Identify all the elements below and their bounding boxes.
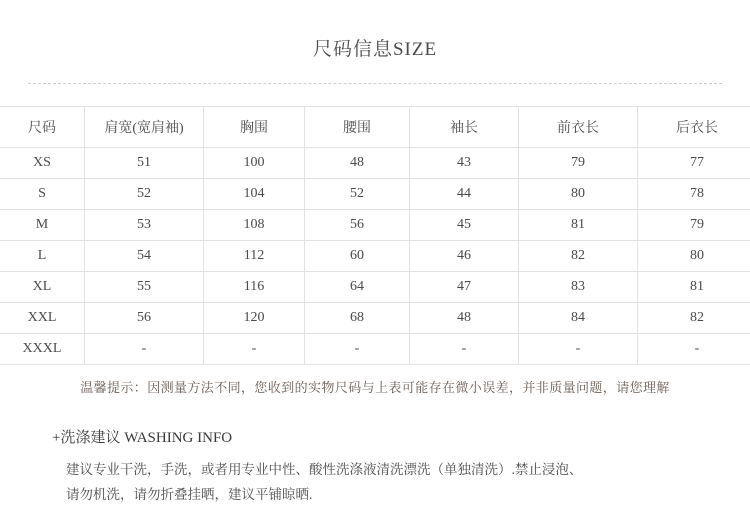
table-row [0,179,750,210]
cell-sleeve: 48 [410,303,519,334]
column-header-waist: 腰围 [305,107,410,148]
cell-back-length: - [638,334,750,365]
cell-back-length: 81 [638,272,750,303]
cell-waist: 52 [305,179,410,210]
cell-shoulder: 56 [85,303,204,334]
cell-bust: - [204,334,305,365]
table-row [0,148,750,179]
cell-sleeve: 46 [410,241,519,272]
cell-sleeve: 47 [410,272,519,303]
cell-front-length: 81 [519,210,638,241]
cell-back-length: 78 [638,179,750,210]
cell-sleeve: 45 [410,210,519,241]
cell-shoulder: 52 [85,179,204,210]
size-table [0,106,750,365]
table-row [0,303,750,334]
cell-waist: 48 [305,148,410,179]
column-header-back-length: 后衣长 [638,107,750,148]
column-header-sleeve: 袖长 [410,107,519,148]
column-header-shoulder: 肩宽(宽肩袖) [85,107,204,148]
table-header-row [0,107,750,148]
cell-bust: 108 [204,210,305,241]
cell-bust: 120 [204,303,305,334]
column-header-bust: 胸围 [204,107,305,148]
cell-back-length: 82 [638,303,750,334]
cell-shoulder: 51 [85,148,204,179]
column-header-front-length: 前衣长 [519,107,638,148]
cell-size: XS [0,148,85,179]
cell-waist: 60 [305,241,410,272]
cell-size: L [0,241,85,272]
table-header [0,107,750,148]
cell-bust: 100 [204,148,305,179]
cell-front-length: 83 [519,272,638,303]
cell-back-length: 77 [638,148,750,179]
cell-front-length: - [519,334,638,365]
title-divider [28,83,722,84]
cell-size: M [0,210,85,241]
cell-bust: 116 [204,272,305,303]
table-row [0,210,750,241]
cell-waist: 64 [305,272,410,303]
cell-front-length: 82 [519,241,638,272]
cell-size: XXXL [0,334,85,365]
cell-waist: 56 [305,210,410,241]
cell-shoulder: 55 [85,272,204,303]
cell-size: XL [0,272,85,303]
page-title: 尺码信息SIZE [0,0,750,61]
cell-waist: 68 [305,303,410,334]
cell-shoulder: 53 [85,210,204,241]
cell-size: S [0,179,85,210]
cell-sleeve: 43 [410,148,519,179]
cell-sleeve: - [410,334,519,365]
cell-bust: 112 [204,241,305,272]
washing-info [52,424,750,508]
measurement-note: 温馨提示：因测量方法不同，您收到的实物尺码与上表可能存在微小误差，并非质量问题，请您理解 [0,377,750,396]
cell-shoulder: 54 [85,241,204,272]
cell-front-length: 84 [519,303,638,334]
cell-bust: 104 [204,179,305,210]
table-row [0,241,750,272]
table-body [0,148,750,365]
table-row [0,272,750,303]
cell-sleeve: 44 [410,179,519,210]
cell-size: XXL [0,303,85,334]
cell-back-length: 79 [638,210,750,241]
cell-waist: - [305,334,410,365]
cell-back-length: 80 [638,241,750,272]
washing-info-line-1: 建议专业干洗，手洗，或者用专业中性、酸性洗涤液清洗漂洗（单独清洗）.禁止浸泡、 [52,457,750,483]
washing-info-line-2: 请勿机洗，请勿折叠挂晒，建议平铺晾晒. [52,482,750,508]
washing-info-heading: +洗涤建议 WASHING INFO [52,424,750,453]
column-header-size: 尺码 [0,107,85,148]
table-row [0,334,750,365]
cell-front-length: 79 [519,148,638,179]
cell-shoulder: - [85,334,204,365]
cell-front-length: 80 [519,179,638,210]
